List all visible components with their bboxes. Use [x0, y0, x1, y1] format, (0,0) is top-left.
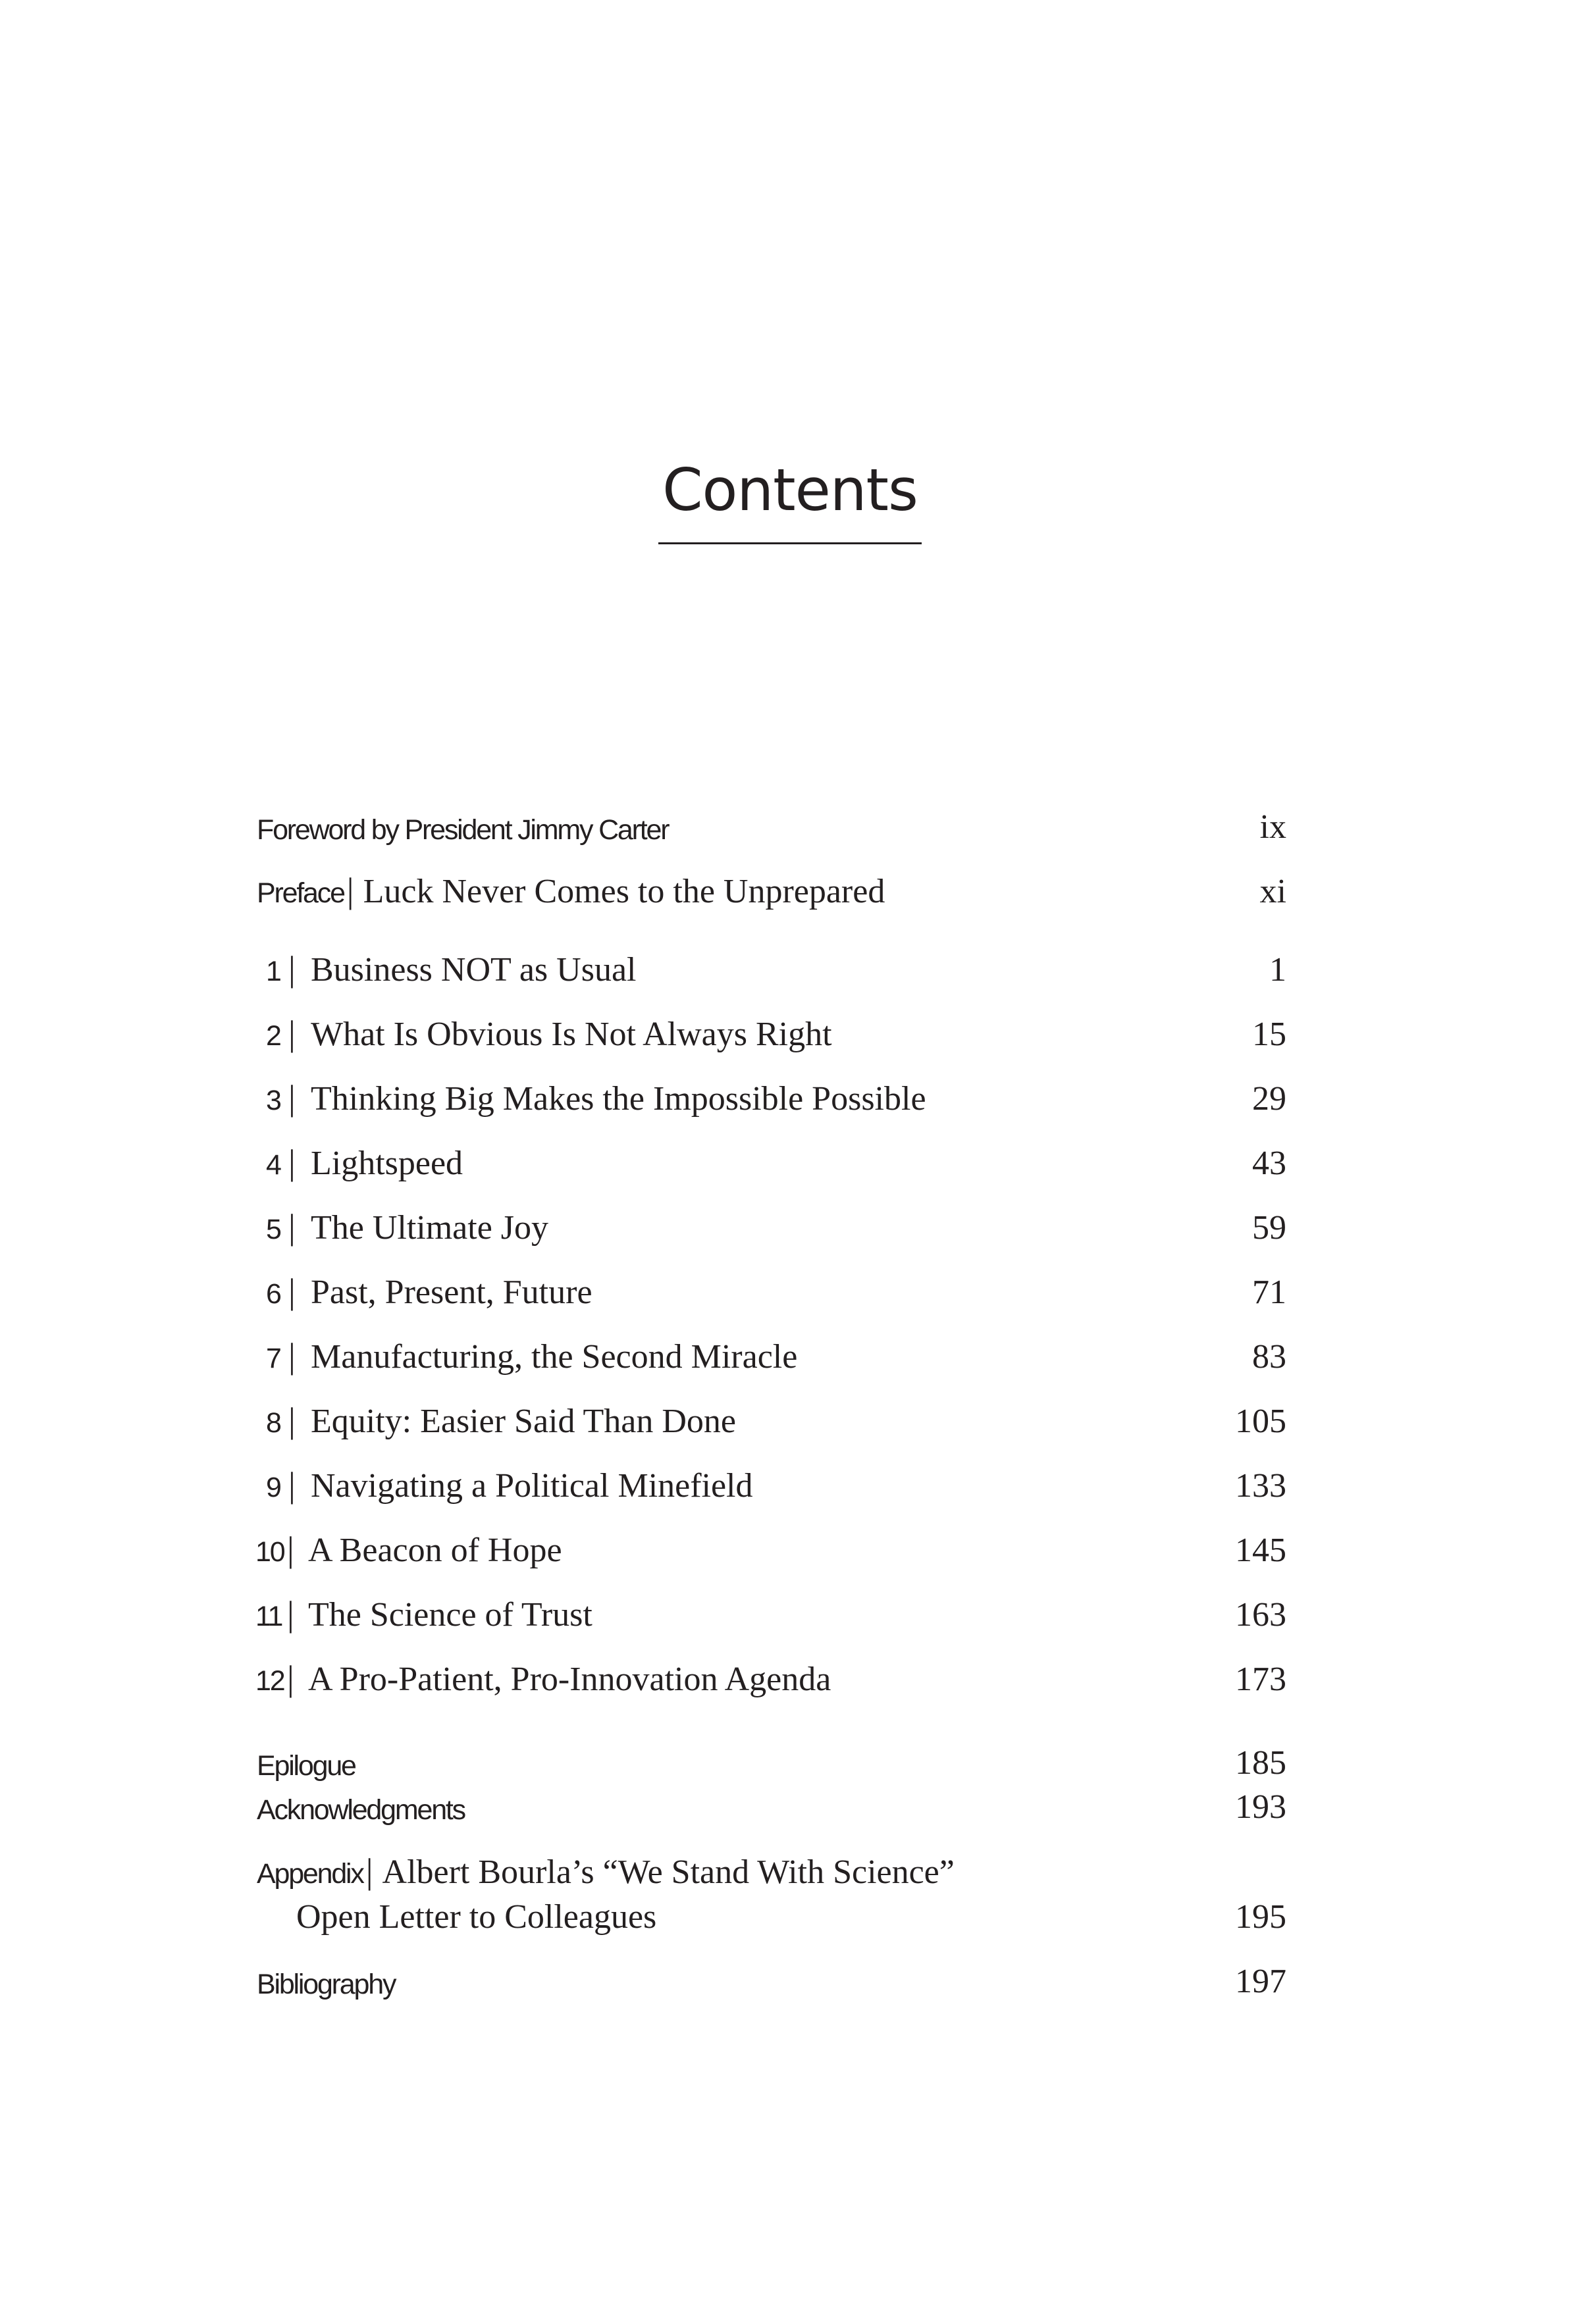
entry-separator: | [346, 871, 354, 910]
chapter-title: The Ultimate Joy [311, 1209, 549, 1247]
entry-separator: | [287, 1594, 294, 1634]
entry-title: Luck Never Comes to the Unprepared [363, 873, 885, 910]
entry-label: Bibliography [257, 1969, 396, 2000]
entry-lead [257, 870, 885, 911]
chapter-title: Business NOT as Usual [311, 951, 637, 989]
entry-label: Epilogue [257, 1750, 356, 1782]
toc-entry-chapter-12[interactable] [0, 1655, 1580, 1708]
entry-separator: | [288, 1078, 296, 1118]
contents-heading: Contents [658, 448, 922, 544]
chapter-title: Past, Present, Future [311, 1274, 592, 1311]
chapter-title: A Pro-Patient, Pro-Innovation Agenda [308, 1661, 831, 1698]
entry-page-number: 29 [1252, 1080, 1286, 1118]
chapter-title: Thinking Big Makes the Impossible Possible [311, 1080, 926, 1118]
entry-page-number: 71 [1252, 1274, 1286, 1311]
entry-page-number: 59 [1252, 1209, 1286, 1247]
entry-page-number: 133 [1235, 1467, 1286, 1505]
chapter-number: 5 [266, 1214, 280, 1245]
entry-label: Foreword by President Jimmy Carter [257, 814, 669, 846]
entry-page-number: 185 [1235, 1744, 1286, 1782]
entry-separator: | [288, 1143, 296, 1182]
entry-separator: | [288, 1465, 296, 1505]
entry-page-number: 163 [1235, 1596, 1286, 1634]
chapter-number: 7 [266, 1343, 280, 1374]
toc-entry-acknowledgments[interactable] [0, 1783, 1580, 1836]
toc-entry-chapter-10[interactable] [0, 1526, 1580, 1579]
chapter-number: 12 [255, 1665, 284, 1697]
chapter-number: 9 [266, 1472, 280, 1503]
entry-title-line1: Albert Bourla’s “We Stand With Science” [382, 1853, 955, 1891]
entry-page-number: 173 [1235, 1661, 1286, 1698]
entry-separator: | [288, 1401, 296, 1440]
toc-entry-chapter-1[interactable] [0, 946, 1580, 998]
chapter-number: 4 [266, 1149, 280, 1181]
entry-title-line2: Open Letter to Colleagues [296, 1898, 657, 1936]
entry-page-number: ix [1259, 808, 1286, 846]
chapter-number: 2 [266, 1020, 280, 1052]
chapter-number: 1 [266, 956, 280, 987]
entry-page-number: 43 [1252, 1145, 1286, 1182]
chapter-title: A Beacon of Hope [308, 1532, 562, 1569]
chapter-number: 11 [255, 1601, 282, 1632]
toc-entry-preface[interactable] [0, 867, 1580, 920]
entry-page-number: 105 [1235, 1403, 1286, 1440]
entry-page-number: 195 [1235, 1898, 1286, 1936]
entry-label: Preface [257, 877, 344, 909]
chapter-title: Equity: Easier Said Than Done [311, 1403, 737, 1440]
entry-separator: | [287, 1530, 294, 1569]
chapter-title: Lightspeed [311, 1145, 463, 1182]
entry-separator: | [365, 1851, 373, 1891]
entry-page-number: 193 [1235, 1788, 1286, 1826]
toc-entry-chapter-8[interactable] [0, 1397, 1580, 1450]
chapter-title: What Is Obvious Is Not Always Right [311, 1016, 832, 1053]
entry-label: Appendix [257, 1858, 363, 1890]
entry-label: Acknowledgments [257, 1794, 465, 1826]
chapter-number: 3 [266, 1085, 280, 1116]
entry-separator: | [288, 1272, 296, 1311]
toc-entry-appendix-continued[interactable] [0, 1893, 1580, 1946]
toc-entry-chapter-3[interactable] [0, 1075, 1580, 1127]
chapter-number: 8 [266, 1407, 280, 1439]
toc-entry-chapter-4[interactable] [0, 1139, 1580, 1192]
toc-entry-chapter-5[interactable] [0, 1204, 1580, 1256]
entry-separator: | [288, 1336, 296, 1376]
entry-page-number: 1 [1269, 951, 1286, 989]
chapter-title: Navigating a Political Minefield [311, 1467, 753, 1505]
toc-entry-chapter-6[interactable] [0, 1268, 1580, 1321]
entry-page-number: 197 [1235, 1963, 1286, 2000]
entry-page-number: xi [1259, 873, 1286, 910]
entry-separator: | [288, 1207, 296, 1247]
entry-separator: | [288, 1014, 296, 1053]
chapter-number: 10 [255, 1536, 284, 1568]
entry-separator: | [287, 1659, 294, 1698]
chapter-title: Manufacturing, the Second Miracle [311, 1338, 798, 1376]
toc-entry-chapter-2[interactable] [0, 1010, 1580, 1063]
page-title [0, 448, 1580, 544]
entry-page-number: 83 [1252, 1338, 1286, 1376]
chapter-number: 6 [266, 1278, 280, 1310]
entry-separator: | [288, 949, 296, 989]
toc-entry-chapter-9[interactable] [0, 1462, 1580, 1514]
toc-entry-chapter-11[interactable] [0, 1591, 1580, 1643]
toc-entry-chapter-7[interactable] [0, 1333, 1580, 1385]
entry-page-number: 145 [1235, 1532, 1286, 1569]
entry-lead [257, 1851, 955, 1892]
entry-page-number: 15 [1252, 1016, 1286, 1053]
chapter-title: The Science of Trust [308, 1596, 592, 1634]
toc-entry-foreword[interactable] [0, 803, 1580, 856]
toc-entry-bibliography[interactable] [0, 1957, 1580, 2010]
